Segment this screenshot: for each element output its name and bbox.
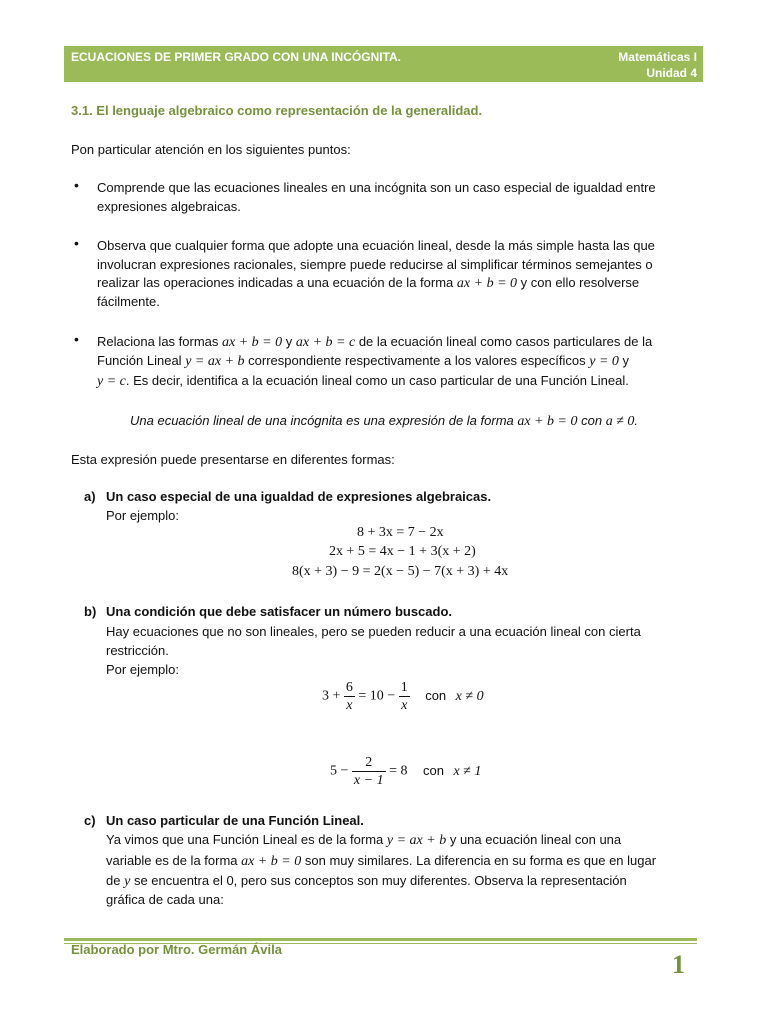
header-title: ECUACIONES DE PRIMER GRADO CON UNA INCÓGNITA. [71, 50, 402, 64]
eq-b1-mid: = 10 − [358, 688, 396, 704]
item-a-example: Por ejemplo: [106, 508, 179, 523]
eq-b1-condition: x ≠ 0 [455, 688, 484, 704]
math-form-2: ax + b = c [295, 335, 356, 350]
header-bar [64, 46, 703, 82]
header-subject: Matemáticas I [618, 50, 697, 64]
item-c-text-c: variable es de la forma [106, 853, 238, 868]
bullet3-text-e: . Es decir, identifica a la ecuación lineal como un caso particular de una Función Lineal. [125, 373, 629, 388]
item-b-example: Por ejemplo: [106, 662, 179, 677]
fraction-6-over-x [344, 679, 355, 714]
bullet3-line2 [97, 351, 629, 371]
definition-text: Una ecuación lineal de una incógnita es una expresión de la forma [130, 413, 514, 428]
item-c-line3 [106, 871, 627, 891]
bullet3-text-c: Función Lineal [97, 353, 182, 368]
header-unit: Unidad 4 [646, 66, 697, 80]
bullet2-line4: fácilmente. [97, 294, 160, 309]
section-title: 3.1. El lenguaje algebraico como representación de la generalidad. [71, 103, 483, 118]
bullet2-line3 [97, 273, 639, 293]
forms-intro: Esta expresión puede presentarse en diferentes formas: [71, 452, 395, 467]
item-c-text-a: Ya vimos que una Función Lineal es de la forma [106, 832, 384, 847]
definition [130, 411, 638, 431]
math-y-c: y = c [97, 374, 126, 389]
eq-b2-con: con [422, 762, 444, 778]
math-linear-function: y = ax + b [185, 354, 245, 369]
bullet1-line1: Comprende que las ecuaciones lineales en una incógnita son un caso especial de igualdad entre [97, 180, 656, 195]
item-a-title: Un caso especial de una igualdad de expresiones algebraicas. [106, 489, 492, 504]
math-form-1: ax + b = 0 [222, 335, 283, 350]
item-c-line2 [106, 851, 656, 871]
bullet3-y2: y [622, 353, 630, 368]
math-y: y [124, 874, 131, 889]
fraction-denominator: x [401, 698, 408, 713]
fraction-2-over-x-minus-1 [352, 754, 386, 789]
item-c-text-e: de [106, 873, 121, 888]
fraction-1-over-x [399, 679, 410, 714]
fraction-denominator: x [346, 698, 353, 713]
item-c-label: c) [84, 813, 96, 828]
bullet1-line2: expresiones algebraicas. [97, 199, 241, 214]
math-linear-equation-c: ax + b = 0 [241, 854, 302, 869]
fraction-numerator: 2 [352, 754, 386, 772]
equation-b1 [322, 679, 484, 714]
bullet3-text-b: de la ecuación lineal como casos particulares de la [358, 334, 653, 349]
bullet3-line3 [97, 371, 629, 391]
eq-b1-pre: 3 + [322, 688, 341, 704]
fraction-numerator: 6 [345, 680, 353, 695]
bullet2-line3-text: realizar las operaciones indicadas a una ecuación de la forma [97, 275, 454, 290]
footer-author: Elaborado por Mtro. Germán Ávila [71, 942, 282, 957]
equation-a2: 2x + 5 = 4x − 1 + 3(x + 2) [329, 544, 476, 559]
equation-a3: 8(x + 3) − 9 = 2(x − 5) − 7(x + 3) + 4x [292, 564, 509, 579]
eq-b2-pre: 5 − [330, 763, 349, 779]
item-c-line4: gráfica de cada una: [106, 892, 224, 907]
footer-rule [64, 938, 697, 941]
item-c-text-f: se encuentra el 0, pero sus conceptos son muy diferentes. Observa la representación [133, 873, 627, 888]
math-linear-function-c: y = ax + b [386, 833, 447, 848]
bullet3-text-a: Relaciona las formas [97, 334, 219, 349]
math-y-zero: y = 0 [589, 354, 619, 369]
fraction-denominator: x − 1 [353, 773, 384, 788]
item-b-label: b) [84, 604, 97, 619]
item-c-title: Un caso particular de una Función Lineal. [106, 813, 364, 828]
bullet2-line1: Observa que cualquier forma que adopte una ecuación lineal, desde la más simple hasta las que [97, 238, 655, 253]
item-a-label: a) [84, 489, 96, 504]
bullet-icon: • [74, 235, 79, 251]
item-b-line1: Hay ecuaciones que no son lineales, pero se pueden reducir a una ecuación lineal con cierta [106, 624, 641, 639]
bullet2-line2: involucran expresiones racionales, siempre puede reducirse al simplificar términos semejantes o [97, 257, 653, 272]
bullet2-line3-end: y con ello resolverse [520, 275, 640, 290]
item-b-line2: restricción. [106, 643, 169, 658]
definition-end: . [634, 413, 639, 428]
bullet3-y: y [285, 334, 293, 349]
bullet-icon: • [74, 331, 79, 347]
eq-b2-post: = 8 [389, 763, 408, 779]
fraction-numerator: 1 [400, 680, 408, 695]
item-b-title: Una condición que debe satisfacer un número buscado. [106, 604, 453, 619]
item-c-text-d: son muy similares. La diferencia en su forma es que en lugar [304, 853, 657, 868]
bullet3-text-d: correspondiente respectivamente a los valores específicos [248, 353, 586, 368]
item-c-text-b: y una ecuación lineal con una [449, 832, 622, 847]
definition-condition: a ≠ 0 [605, 414, 635, 429]
equation-b2 [330, 754, 481, 789]
bullet3-line1 [97, 332, 652, 352]
definition-math: ax + b = 0 [517, 414, 578, 429]
math-linear-equation: ax + b = 0 [456, 276, 518, 291]
eq-b1-con: con [425, 687, 447, 703]
equation-a1: 8 + 3x = 7 − 2x [357, 525, 444, 540]
item-c-line1 [106, 830, 621, 850]
definition-con: con [581, 413, 603, 428]
page-number: 1 [672, 950, 685, 979]
eq-b2-condition: x ≠ 1 [453, 763, 482, 779]
intro-text: Pon particular atención en los siguientes puntos: [71, 142, 351, 157]
bullet-icon: • [74, 177, 79, 193]
